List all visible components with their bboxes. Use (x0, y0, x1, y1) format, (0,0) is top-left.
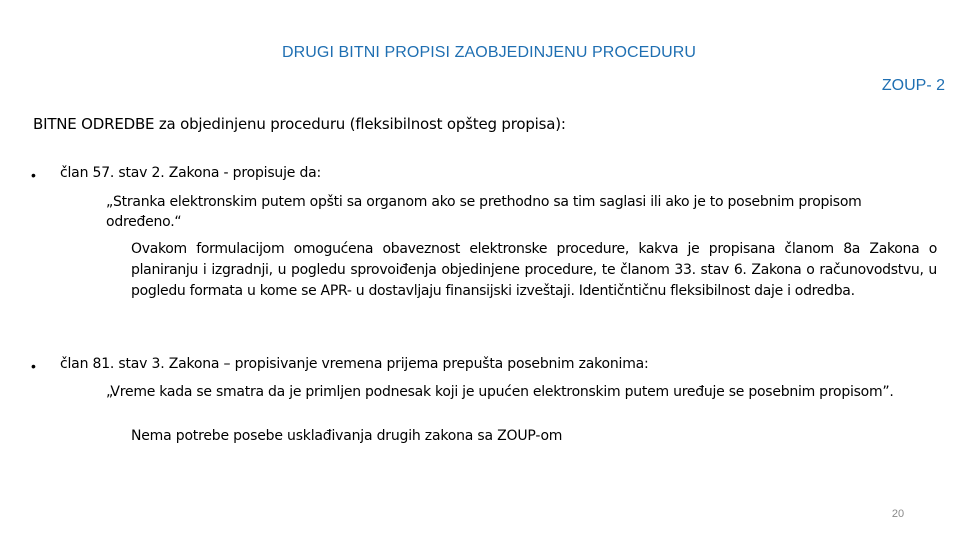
page-number: 20 (891, 508, 905, 520)
article-81-quote: „Vreme kada se smatra da je primljen podnesak koji je upućen elektronskim putem uređuje se posebnim propisom”. (106, 384, 894, 400)
article-81-commentary: Nema potrebe posebe usklađivanja drugih zakona sa ZOUP-om (131, 428, 563, 444)
bullet-icon: • (31, 358, 36, 374)
article-57-quote: „Stranka elektronskim putem opšti sa organom ako se prethodno sa tim saglasi ili ako je to posebnim propisom određeno.“ (106, 194, 862, 230)
article-57-commentary: Ovakom formulacijom omogućena obaveznost elektronske procedure, kakva je propisana članom 8a Zakona o planiranju i izgradnji, u pogledu sprovoiđenja objedinjene procedure, te članom 33. stav 6. Zakona o računovodstvu, u pogledu formata u kome se APR- u dostavljaju finansijski izveštaji. Identičntičnu fleksibilnost daje i odredba. (131, 241, 937, 299)
article-57-heading: član 57. stav 2. Zakona - propisuje da: (60, 165, 322, 181)
article-81-heading: član 81. stav 3. Zakona – propisivanje vremena prijema prepušta posebnim zakonima: (60, 356, 649, 372)
slide-subtitle: ZOUP- 2 (881, 77, 945, 94)
slide-title: DRUGI BITNI PROPISI ZAOBJEDINJENU PROCEDURU (281, 44, 697, 61)
bullet-icon: • (31, 167, 36, 183)
section-heading: BITNE ODREDBE za objedinjenu proceduru (fleksibilnost opšteg propisa): (33, 115, 566, 133)
